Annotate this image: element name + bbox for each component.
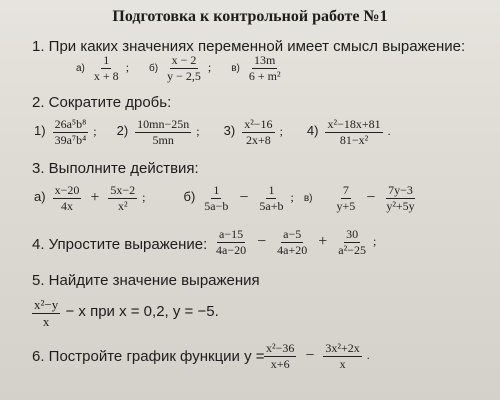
operator: + [90,189,100,207]
fraction-denominator: y²+5y [386,198,415,213]
task3-c2-fraction [384,184,416,212]
task5-heading: 5. Найдите значение выражения [32,272,260,289]
task3-b2-fraction [257,184,285,212]
fraction-numerator: 30 [346,227,359,241]
operator: − [239,189,249,207]
task1-b-label: б) [149,62,159,74]
task4-f2-fraction [275,228,309,256]
operator: + [318,233,328,251]
fraction-denominator: x [42,313,50,329]
task4-f3-fraction [336,228,368,256]
fraction-denominator: x + 8 [93,68,119,83]
task2-item2-label: 2) [116,122,129,138]
task4-f1-fraction [214,228,248,256]
fraction-denominator: x+6 [270,356,290,371]
task6-f1-fraction [264,342,296,370]
operator: − [366,189,376,207]
fraction-denominator: y+5 [336,198,356,213]
task3-b1-fraction [202,184,230,212]
fraction-numerator: 7 [342,183,349,197]
separator: ; [207,59,212,74]
fraction-numerator: x²−16 [244,117,273,131]
task3-a-label: а) [34,188,46,204]
fraction-numerator: 26a⁵b⁸ [54,117,87,131]
fraction-denominator: x [339,356,346,371]
task3-a1-fraction [53,184,82,212]
fraction-denominator: 5mn [152,132,174,147]
fraction-denominator: 5a−b [204,198,229,213]
task1-b-fraction [165,54,203,82]
task1-a-fraction [92,54,121,82]
operator: − [257,233,267,251]
task2-item4-fraction [325,118,382,146]
separator: ; [279,123,283,138]
task6-heading: 6. Постройте график функции y = [32,348,265,365]
separator: ; [125,59,130,74]
fraction-numerator: x²−36 [266,341,295,355]
fraction-denominator: 6 + m² [248,68,281,83]
task5-condition: − x при x = 0,2, y = −5. [65,303,219,321]
task2-heading: 2. Сократите дробь: [32,94,172,111]
separator: ; [142,189,146,204]
fraction-denominator: 4x [60,198,73,213]
fraction-numerator: 13m [254,53,276,67]
task2-expressions [34,118,391,146]
worksheet-title: Подготовка к контрольной работе №1 [112,8,388,25]
task3-expressions [34,184,419,212]
task2-item3-fraction [242,118,274,146]
fraction-numerator: 1 [103,53,110,67]
task1-a-label: а) [76,62,85,74]
task3-a2-fraction [108,184,137,212]
task2-item1-fraction [53,118,89,146]
fraction-denominator: 5a+b [259,198,284,213]
operator: − [305,347,315,365]
fraction-numerator: x²−18x+81 [327,117,381,131]
task3-b-label: б) [183,188,196,204]
fraction-numerator: a−15 [219,227,244,241]
fraction-denominator: 39a⁷b⁴ [54,132,87,147]
task1-expressions [76,54,285,82]
task6-f2-fraction [323,342,361,370]
task2-item4-label: 4) [306,122,319,138]
separator: ; [196,123,200,138]
fraction-numerator: 5x−2 [110,183,136,197]
separator: ; [93,123,97,138]
task4-heading: 4. Упростите выражение: [32,236,208,253]
task3-c-label: в) [303,192,313,204]
fraction-numerator: 1 [268,183,275,197]
fraction-numerator: x²−y [34,297,59,312]
separator: ; [290,189,294,204]
fraction-denominator: x² [117,198,128,213]
task5-fraction [32,298,60,328]
task1-c-label: в) [231,62,240,74]
fraction-numerator: 3x²+2x [325,341,360,355]
task1-c-fraction [247,54,283,82]
fraction-numerator: a−5 [283,227,302,241]
task3-heading: 3. Выполните действия: [32,160,199,177]
separator: . [366,347,370,362]
fraction-denominator: 81−x² [339,132,369,147]
fraction-numerator: 10mn−25n [137,117,190,131]
task5-expression [30,298,219,328]
fraction-denominator: 4a+20 [277,242,308,257]
fraction-numerator: 1 [213,183,220,197]
task2-item3-label: 3) [223,122,236,138]
task6-expression [262,342,370,370]
task1-heading: 1. При каких значениях переменной имеет смысл выражение: [32,38,466,55]
task4-expression [212,228,376,256]
task3-c1-fraction [335,184,358,212]
task2-item1-label: 1) [34,122,46,138]
fraction-denominator: a²−25 [338,242,366,257]
separator: . [387,123,391,138]
fraction-numerator: x − 2 [171,53,197,67]
separator: ; [372,233,377,248]
task2-item2-fraction [135,118,191,146]
fraction-numerator: 7y−3 [388,183,413,197]
fraction-denominator: 4a−20 [216,242,247,257]
fraction-numerator: x−20 [54,183,80,197]
fraction-denominator: y − 2,5 [167,68,201,83]
fraction-denominator: 2x+8 [245,132,271,147]
